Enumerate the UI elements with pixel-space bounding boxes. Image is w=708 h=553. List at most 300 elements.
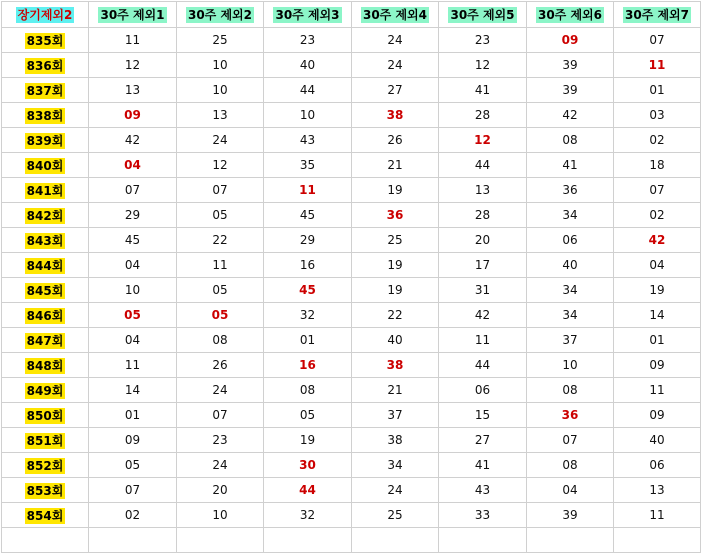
round-label: 837회 (26, 83, 64, 98)
number-cell (614, 378, 701, 403)
highlighted-number: 11 (648, 58, 666, 72)
number-value: 11 (212, 258, 228, 272)
table-row (2, 503, 701, 528)
exclusion-table (1, 1, 701, 553)
round-cell (2, 503, 89, 528)
number-cell (352, 428, 439, 453)
highlighted-number: 38 (386, 108, 404, 122)
round-label: 847회 (26, 333, 64, 348)
number-value: 22 (387, 308, 403, 322)
number-value: 22 (212, 233, 228, 247)
number-value: 34 (387, 458, 403, 472)
number-value: 38 (387, 433, 403, 447)
table-row (2, 203, 701, 228)
number-value: 24 (212, 458, 228, 472)
number-value: 10 (562, 358, 578, 372)
round-label: 844회 (26, 258, 64, 273)
number-cell (352, 453, 439, 478)
number-value: 11 (649, 508, 665, 522)
number-value: 04 (124, 333, 141, 347)
number-cell (89, 303, 177, 328)
highlighted-number: 16 (299, 358, 316, 372)
empty-cell (177, 528, 264, 553)
number-cell (89, 53, 177, 78)
number-value: 28 (474, 208, 491, 222)
number-value: 08 (299, 383, 316, 397)
round-cell (2, 228, 89, 253)
number-cell (264, 278, 352, 303)
round-cell (2, 453, 89, 478)
table-row (2, 403, 701, 428)
round-label: 850회 (26, 408, 64, 423)
round-cell (2, 178, 89, 203)
number-cell (177, 203, 264, 228)
number-cell (614, 28, 701, 53)
number-value: 09 (649, 408, 665, 422)
number-cell (264, 203, 352, 228)
number-cell (439, 453, 527, 478)
number-value: 32 (299, 508, 316, 522)
number-cell (89, 478, 177, 503)
header-label: 30주 제외2 (187, 8, 252, 22)
round-label: 840회 (26, 158, 64, 173)
number-value: 16 (299, 258, 316, 272)
number-cell (177, 103, 264, 128)
number-cell (614, 78, 701, 103)
round-label: 849회 (26, 383, 64, 398)
header-label: 30주 제외6 (537, 8, 602, 22)
number-value: 40 (387, 333, 403, 347)
table-row (2, 228, 701, 253)
round-cell (2, 203, 89, 228)
number-value: 45 (299, 208, 316, 222)
number-cell (264, 28, 352, 53)
number-cell (177, 278, 264, 303)
number-cell (527, 28, 614, 53)
number-value: 39 (562, 508, 578, 522)
number-cell (352, 253, 439, 278)
number-value: 43 (299, 133, 316, 147)
table-row (2, 253, 701, 278)
number-value: 39 (562, 83, 578, 97)
number-value: 23 (474, 33, 491, 47)
round-label: 836회 (26, 58, 64, 73)
number-cell (439, 403, 527, 428)
number-cell (352, 28, 439, 53)
number-value: 12 (474, 58, 491, 72)
number-cell (527, 503, 614, 528)
number-cell (439, 378, 527, 403)
number-cell (177, 353, 264, 378)
table-row (2, 453, 701, 478)
table-row (2, 428, 701, 453)
number-cell (352, 103, 439, 128)
number-value: 31 (474, 283, 491, 297)
number-cell (264, 503, 352, 528)
round-label: 851회 (26, 433, 64, 448)
table-row (2, 178, 701, 203)
number-value: 21 (387, 383, 403, 397)
number-value: 24 (387, 33, 403, 47)
round-cell (2, 28, 89, 53)
highlighted-number: 42 (648, 233, 666, 247)
round-cell (2, 378, 89, 403)
highlighted-number: 05 (124, 308, 141, 322)
number-cell (89, 153, 177, 178)
number-value: 04 (124, 258, 141, 272)
number-cell (614, 328, 701, 353)
number-value: 32 (299, 308, 316, 322)
empty-row (2, 528, 701, 553)
number-value: 03 (649, 108, 665, 122)
number-value: 23 (299, 33, 316, 47)
number-cell (352, 178, 439, 203)
number-cell (614, 203, 701, 228)
number-value: 29 (124, 208, 141, 222)
number-cell (89, 103, 177, 128)
highlighted-number: 11 (299, 183, 316, 197)
number-cell (439, 278, 527, 303)
number-value: 25 (212, 33, 228, 47)
number-value: 07 (212, 183, 228, 197)
round-cell (2, 428, 89, 453)
number-value: 06 (474, 383, 491, 397)
number-value: 18 (649, 158, 665, 172)
number-value: 37 (562, 333, 578, 347)
number-cell (264, 253, 352, 278)
number-cell (614, 278, 701, 303)
highlighted-number: 36 (386, 208, 404, 222)
number-cell (614, 128, 701, 153)
highlighted-number: 09 (561, 33, 579, 47)
number-cell (177, 453, 264, 478)
number-cell (264, 403, 352, 428)
highlighted-number: 04 (124, 158, 141, 172)
table-row (2, 53, 701, 78)
number-cell (89, 428, 177, 453)
header-label: 30주 제외4 (362, 8, 427, 22)
number-value: 45 (124, 233, 141, 247)
number-cell (89, 453, 177, 478)
number-value: 43 (474, 483, 491, 497)
header-cell (352, 2, 439, 28)
number-cell (527, 403, 614, 428)
round-label: 846회 (26, 308, 64, 323)
number-value: 01 (124, 408, 141, 422)
number-cell (352, 228, 439, 253)
empty-cell (439, 528, 527, 553)
number-value: 42 (562, 108, 578, 122)
number-cell (352, 303, 439, 328)
number-cell (264, 303, 352, 328)
table-row (2, 303, 701, 328)
number-cell (614, 453, 701, 478)
number-cell (439, 153, 527, 178)
number-cell (352, 503, 439, 528)
header-label: 30주 제외1 (100, 8, 165, 22)
number-value: 05 (124, 458, 141, 472)
header-label: 장기제외2 (17, 8, 73, 22)
number-cell (439, 428, 527, 453)
number-cell (177, 178, 264, 203)
number-value: 26 (212, 358, 228, 372)
number-value: 07 (649, 33, 665, 47)
round-label: 839회 (26, 133, 64, 148)
number-value: 44 (474, 358, 491, 372)
number-cell (352, 378, 439, 403)
round-cell (2, 278, 89, 303)
number-value: 08 (562, 383, 578, 397)
round-label: 848회 (26, 358, 64, 373)
number-cell (527, 103, 614, 128)
number-value: 40 (299, 58, 316, 72)
highlighted-number: 05 (211, 308, 229, 322)
header-label: 30주 제외5 (450, 8, 515, 22)
number-value: 24 (212, 383, 228, 397)
number-cell (352, 353, 439, 378)
header-cell (2, 2, 89, 28)
number-cell (439, 178, 527, 203)
number-value: 10 (212, 83, 228, 97)
number-value: 21 (387, 158, 403, 172)
highlighted-number: 36 (561, 408, 579, 422)
empty-cell (614, 528, 701, 553)
number-value: 19 (649, 283, 665, 297)
number-cell (264, 103, 352, 128)
number-cell (177, 303, 264, 328)
number-value: 41 (562, 158, 578, 172)
number-value: 35 (299, 158, 316, 172)
number-cell (527, 203, 614, 228)
number-value: 09 (124, 433, 141, 447)
number-value: 05 (212, 283, 228, 297)
number-value: 10 (212, 508, 228, 522)
number-value: 19 (387, 283, 403, 297)
table-row (2, 28, 701, 53)
round-label: 841회 (26, 183, 64, 198)
number-value: 39 (562, 58, 578, 72)
number-value: 37 (387, 408, 403, 422)
round-label: 854회 (26, 508, 64, 523)
highlighted-number: 44 (299, 483, 316, 497)
round-label: 845회 (26, 283, 64, 298)
number-cell (527, 53, 614, 78)
number-value: 23 (212, 433, 228, 447)
round-cell (2, 478, 89, 503)
number-cell (177, 378, 264, 403)
round-label: 838회 (26, 108, 64, 123)
number-cell (439, 228, 527, 253)
number-value: 10 (124, 283, 141, 297)
empty-cell (527, 528, 614, 553)
number-value: 07 (124, 183, 141, 197)
number-value: 11 (124, 358, 141, 372)
number-value: 24 (212, 133, 228, 147)
number-cell (439, 303, 527, 328)
number-cell (527, 453, 614, 478)
number-cell (352, 328, 439, 353)
number-cell (89, 503, 177, 528)
number-cell (89, 403, 177, 428)
number-cell (439, 353, 527, 378)
number-value: 41 (474, 458, 491, 472)
number-value: 34 (562, 208, 578, 222)
header-label: 30주 제외3 (275, 8, 340, 22)
number-value: 10 (212, 58, 228, 72)
number-value: 29 (299, 233, 316, 247)
number-value: 07 (649, 183, 665, 197)
number-value: 19 (299, 433, 316, 447)
number-value: 11 (474, 333, 491, 347)
number-cell (439, 503, 527, 528)
round-label: 835회 (26, 33, 64, 48)
number-cell (439, 203, 527, 228)
table-row (2, 378, 701, 403)
number-cell (264, 378, 352, 403)
number-value: 34 (562, 283, 578, 297)
round-cell (2, 403, 89, 428)
round-cell (2, 153, 89, 178)
number-value: 08 (562, 458, 578, 472)
number-cell (614, 503, 701, 528)
header-cell (177, 2, 264, 28)
round-label: 843회 (26, 233, 64, 248)
number-cell (89, 328, 177, 353)
number-value: 20 (212, 483, 228, 497)
number-value: 14 (124, 383, 141, 397)
number-value: 05 (212, 208, 228, 222)
number-value: 42 (474, 308, 491, 322)
number-cell (527, 353, 614, 378)
number-value: 12 (212, 158, 228, 172)
number-cell (177, 403, 264, 428)
round-cell (2, 78, 89, 103)
number-cell (352, 278, 439, 303)
number-value: 07 (124, 483, 141, 497)
number-cell (527, 328, 614, 353)
number-cell (614, 253, 701, 278)
number-value: 40 (562, 258, 578, 272)
table-row (2, 478, 701, 503)
number-value: 12 (124, 58, 141, 72)
number-cell (439, 28, 527, 53)
number-cell (352, 78, 439, 103)
number-cell (264, 428, 352, 453)
number-cell (89, 228, 177, 253)
number-cell (527, 428, 614, 453)
number-value: 13 (649, 483, 665, 497)
number-value: 07 (562, 433, 578, 447)
highlighted-number: 12 (474, 133, 491, 147)
number-cell (439, 53, 527, 78)
number-cell (439, 128, 527, 153)
number-cell (614, 353, 701, 378)
round-label: 852회 (26, 458, 64, 473)
number-value: 27 (387, 83, 403, 97)
number-cell (177, 28, 264, 53)
empty-cell (352, 528, 439, 553)
number-cell (614, 178, 701, 203)
number-value: 25 (387, 508, 403, 522)
number-value: 11 (124, 33, 141, 47)
number-value: 13 (124, 83, 141, 97)
number-cell (89, 278, 177, 303)
number-cell (264, 478, 352, 503)
round-label: 842회 (26, 208, 64, 223)
number-cell (264, 228, 352, 253)
number-value: 19 (387, 183, 403, 197)
number-cell (527, 78, 614, 103)
number-cell (177, 328, 264, 353)
number-cell (177, 228, 264, 253)
number-value: 01 (649, 83, 665, 97)
number-cell (264, 353, 352, 378)
round-cell (2, 103, 89, 128)
header-cell (527, 2, 614, 28)
number-cell (264, 53, 352, 78)
number-cell (89, 203, 177, 228)
number-value: 09 (649, 358, 665, 372)
number-value: 25 (387, 233, 403, 247)
number-cell (264, 328, 352, 353)
header-cell (439, 2, 527, 28)
number-cell (439, 253, 527, 278)
number-cell (527, 378, 614, 403)
round-cell (2, 353, 89, 378)
number-cell (527, 128, 614, 153)
highlighted-number: 30 (299, 458, 316, 472)
number-value: 05 (299, 408, 316, 422)
number-cell (89, 253, 177, 278)
table-row (2, 103, 701, 128)
number-cell (264, 153, 352, 178)
number-value: 04 (562, 483, 578, 497)
number-cell (614, 428, 701, 453)
number-cell (89, 378, 177, 403)
number-value: 41 (474, 83, 491, 97)
number-cell (352, 128, 439, 153)
number-cell (264, 78, 352, 103)
highlighted-number: 38 (386, 358, 404, 372)
round-cell (2, 303, 89, 328)
number-cell (177, 478, 264, 503)
number-cell (614, 53, 701, 78)
highlighted-number: 45 (299, 283, 316, 297)
number-value: 36 (562, 183, 578, 197)
number-cell (177, 128, 264, 153)
number-cell (352, 203, 439, 228)
empty-cell (2, 528, 89, 553)
number-cell (439, 78, 527, 103)
number-cell (527, 478, 614, 503)
number-cell (264, 128, 352, 153)
number-cell (527, 253, 614, 278)
round-label: 853회 (26, 483, 64, 498)
number-value: 17 (474, 258, 491, 272)
number-value: 33 (474, 508, 491, 522)
header-label: 30주 제외7 (624, 8, 689, 22)
number-cell (177, 78, 264, 103)
number-cell (177, 153, 264, 178)
round-cell (2, 253, 89, 278)
round-cell (2, 53, 89, 78)
header-cell (614, 2, 701, 28)
number-cell (527, 178, 614, 203)
number-cell (89, 128, 177, 153)
number-value: 13 (212, 108, 228, 122)
number-value: 10 (299, 108, 316, 122)
number-cell (177, 503, 264, 528)
